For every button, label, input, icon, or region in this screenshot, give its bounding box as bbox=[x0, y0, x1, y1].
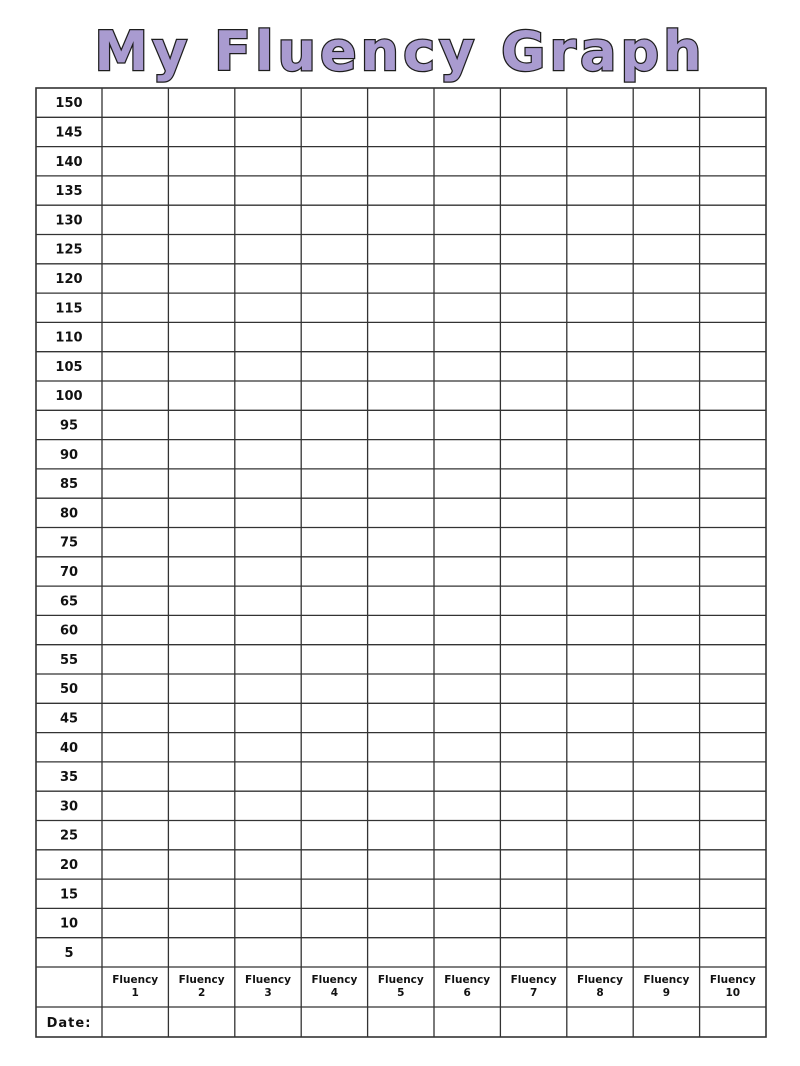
date-cell bbox=[501, 1008, 565, 1036]
y-tick-label: 15 bbox=[59, 887, 79, 903]
y-tick-label: 150 bbox=[55, 96, 83, 112]
x-tick-label-number: 1 bbox=[131, 987, 139, 999]
y-tick-label: 20 bbox=[59, 857, 79, 873]
y-tick-label: 45 bbox=[59, 711, 79, 727]
date-cell bbox=[634, 1008, 698, 1036]
date-cell bbox=[236, 1008, 300, 1036]
x-tick-label: Fluency bbox=[510, 974, 557, 986]
x-tick-label-number: 7 bbox=[529, 987, 538, 999]
x-tick-label: Fluency bbox=[444, 974, 491, 986]
y-tick-label: 60 bbox=[59, 623, 79, 639]
x-tick-label: Fluency bbox=[245, 974, 291, 986]
y-tick-label: 95 bbox=[59, 418, 79, 434]
y-tick-label: 55 bbox=[59, 652, 79, 668]
y-tick-label: 80 bbox=[59, 506, 79, 522]
y-tick-label: 125 bbox=[55, 242, 83, 258]
x-tick-label-number: 4 bbox=[330, 987, 339, 999]
date-cell bbox=[568, 1008, 632, 1036]
date-cell bbox=[103, 1008, 167, 1036]
x-tick-label: Fluency bbox=[112, 974, 159, 986]
grid-border bbox=[36, 88, 766, 1037]
y-tick-label: 5 bbox=[64, 945, 74, 961]
y-tick-label: 120 bbox=[55, 271, 83, 287]
y-tick-label: 10 bbox=[59, 916, 79, 932]
y-tick-label: 145 bbox=[55, 125, 83, 141]
x-tick-label-number: 9 bbox=[662, 987, 671, 999]
date-label: Date: bbox=[46, 1016, 92, 1031]
x-tick-label: Fluency bbox=[377, 974, 424, 986]
x-tick-label-number: 10 bbox=[725, 987, 741, 999]
y-tick-label: 90 bbox=[59, 447, 79, 463]
x-tick-label-number: 6 bbox=[463, 987, 471, 999]
x-tick-label-number: 2 bbox=[197, 987, 206, 999]
date-cell bbox=[435, 1008, 499, 1036]
x-tick-label-number: 5 bbox=[397, 987, 405, 999]
y-tick-label: 110 bbox=[55, 330, 83, 346]
y-tick-label: 35 bbox=[59, 770, 79, 786]
x-tick-label-number: 8 bbox=[596, 987, 604, 999]
date-cell bbox=[701, 1008, 765, 1036]
y-tick-label: 85 bbox=[59, 477, 79, 493]
date-cell bbox=[302, 1008, 366, 1036]
x-tick-label: Fluency bbox=[311, 974, 358, 986]
x-tick-label-number: 3 bbox=[264, 987, 272, 999]
y-tick-label: 65 bbox=[59, 594, 79, 610]
y-tick-label: 100 bbox=[55, 389, 83, 405]
y-tick-label: 105 bbox=[55, 359, 83, 375]
y-tick-label: 130 bbox=[55, 213, 83, 229]
y-tick-label: 70 bbox=[59, 564, 79, 580]
y-tick-label: 25 bbox=[59, 828, 79, 844]
y-tick-label: 140 bbox=[55, 154, 83, 170]
date-cell bbox=[369, 1008, 433, 1036]
y-tick-label: 75 bbox=[59, 535, 79, 551]
y-tick-label: 135 bbox=[55, 184, 83, 200]
x-tick-label: Fluency bbox=[178, 974, 225, 986]
y-tick-label: 115 bbox=[55, 301, 83, 317]
page-title-text: My Fluency Graph bbox=[94, 20, 706, 83]
y-tick-label: 50 bbox=[59, 682, 79, 698]
x-tick-label: Fluency bbox=[577, 974, 623, 986]
x-tick-label: Fluency bbox=[709, 974, 756, 986]
date-cell bbox=[169, 1008, 233, 1036]
y-tick-label: 40 bbox=[59, 740, 79, 756]
y-tick-label: 30 bbox=[59, 799, 79, 815]
x-tick-label: Fluency bbox=[643, 974, 690, 986]
